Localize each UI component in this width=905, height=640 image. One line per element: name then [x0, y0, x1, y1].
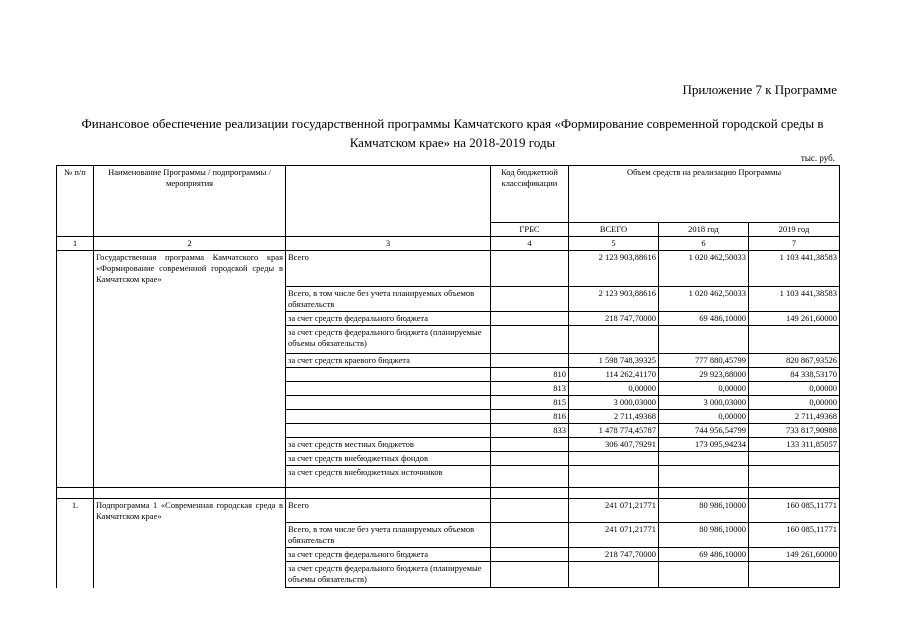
row-name [94, 451, 286, 465]
funding-source: за счет средств внебюджетных фондов [286, 451, 491, 465]
value-2018 [659, 451, 749, 465]
header-2019: 2019 год [749, 223, 840, 237]
table-row [57, 523, 840, 548]
grbs-code: 816 [491, 409, 569, 423]
total-value: 1 478 774,45787 [569, 423, 659, 437]
spacer-cell [286, 487, 491, 498]
value-2019: 160 085,11771 [749, 498, 840, 523]
row-name [94, 437, 286, 451]
row-number [57, 523, 94, 548]
units-label: тыс. руб. [800, 153, 835, 163]
grbs-code [491, 451, 569, 465]
table-row [57, 437, 840, 451]
value-2019: 820 867,93526 [749, 353, 840, 367]
row-number [57, 465, 94, 487]
value-2018: 29 923,88000 [659, 367, 749, 381]
value-2018: 69 486,10000 [659, 548, 749, 562]
spacer-cell [569, 487, 659, 498]
value-2018: 744 956,54799 [659, 423, 749, 437]
col-number: 5 [569, 237, 659, 251]
header-code: Код бюджетной классификации [491, 166, 569, 223]
total-value [569, 325, 659, 353]
table-row [57, 367, 840, 381]
value-2018: 777 880,45799 [659, 353, 749, 367]
funding-source: Всего, в том числе без учета планируемых объемов обязательств [286, 286, 491, 311]
row-name [94, 562, 286, 588]
funding-source [286, 367, 491, 381]
header-source [286, 166, 491, 237]
spacer-cell [659, 487, 749, 498]
row-number [57, 395, 94, 409]
total-value [569, 451, 659, 465]
row-number [57, 451, 94, 465]
header-2018: 2018 год [659, 223, 749, 237]
grbs-code [491, 311, 569, 325]
table-row [57, 548, 840, 562]
grbs-code [491, 548, 569, 562]
grbs-code: 810 [491, 367, 569, 381]
value-2019: 733 817,90988 [749, 423, 840, 437]
row-name [94, 548, 286, 562]
row-name [94, 381, 286, 395]
funding-source: за счет средств федерального бюджета [286, 548, 491, 562]
grbs-code [491, 286, 569, 311]
funding-source: Всего [286, 498, 491, 523]
row-name [94, 523, 286, 548]
col-number: 1 [57, 237, 94, 251]
funding-source: за счет средств федерального бюджета [286, 311, 491, 325]
value-2018 [659, 325, 749, 353]
total-value: 241 071,21771 [569, 523, 659, 548]
row-number [57, 548, 94, 562]
value-2019: 149 261,60000 [749, 548, 840, 562]
table-spacer [57, 487, 840, 498]
document-title: Финансовое обеспечение реализации государственной программы Камчатского края «Формирование современной городской среды в Камчатском крае» на 2018-2019 годы [81, 116, 824, 150]
total-value: 2 711,49368 [569, 409, 659, 423]
table-row [57, 353, 840, 367]
total-value: 0,00000 [569, 381, 659, 395]
row-number: 1. [57, 498, 94, 523]
table-row [57, 286, 840, 311]
value-2019: 0,00000 [749, 395, 840, 409]
row-number [57, 437, 94, 451]
total-value: 2 123 903,88616 [569, 286, 659, 311]
funding-source [286, 395, 491, 409]
row-name: Подпрограмма 1 «Современная городская среда в Камчатском крае» [94, 498, 286, 523]
header-name: Наименование Программы / подпрограммы / мероприятия [94, 166, 286, 237]
value-2018: 80 986,10000 [659, 523, 749, 548]
row-name [94, 423, 286, 437]
header-total: ВСЕГО [569, 223, 659, 237]
grbs-code [491, 498, 569, 523]
row-number [57, 381, 94, 395]
funding-source [286, 423, 491, 437]
value-2019: 160 085,11771 [749, 523, 840, 548]
row-name [94, 286, 286, 311]
total-value [569, 562, 659, 588]
row-number [57, 562, 94, 588]
col-number: 7 [749, 237, 840, 251]
value-2019: 149 261,60000 [749, 311, 840, 325]
header-volume: Объем средств на реализацию Программы [569, 166, 840, 223]
value-2018 [659, 465, 749, 487]
header-num: № п/п [57, 166, 94, 237]
value-2018: 69 486,10000 [659, 311, 749, 325]
total-value: 218 747,70000 [569, 311, 659, 325]
value-2018: 80 986,10000 [659, 498, 749, 523]
value-2019: 1 103 441,38583 [749, 286, 840, 311]
funding-source: за счет средств федерального бюджета (планируемые объемы обязательств) [286, 325, 491, 353]
funding-source [286, 409, 491, 423]
row-number [57, 423, 94, 437]
value-2018: 3 000,03000 [659, 395, 749, 409]
spacer-cell [749, 487, 840, 498]
appendix-label: Приложение 7 к Программе [682, 82, 837, 97]
row-number [57, 286, 94, 311]
funding-source: за счет средств местных бюджетов [286, 437, 491, 451]
row-name [94, 465, 286, 487]
value-2019: 0,00000 [749, 381, 840, 395]
row-name [94, 353, 286, 367]
row-number [57, 367, 94, 381]
funding-source: Всего [286, 251, 491, 287]
table-row [57, 251, 840, 287]
row-number [57, 325, 94, 353]
grbs-code [491, 353, 569, 367]
row-name [94, 409, 286, 423]
table-row [57, 381, 840, 395]
value-2018: 1 020 462,50033 [659, 286, 749, 311]
total-value: 241 071,21771 [569, 498, 659, 523]
row-name [94, 311, 286, 325]
table-row [57, 409, 840, 423]
table-row [57, 562, 840, 588]
table-row [57, 465, 840, 487]
total-value [569, 465, 659, 487]
value-2019 [749, 465, 840, 487]
funding-source: за счет средств краевого бюджета [286, 353, 491, 367]
table-row [57, 395, 840, 409]
total-value: 3 000,03000 [569, 395, 659, 409]
col-number: 6 [659, 237, 749, 251]
row-name [94, 395, 286, 409]
total-value: 218 747,70000 [569, 548, 659, 562]
grbs-code [491, 437, 569, 451]
table-row [57, 451, 840, 465]
value-2019 [749, 562, 840, 588]
table-row [57, 311, 840, 325]
value-2018: 173 095,94234 [659, 437, 749, 451]
col-number: 2 [94, 237, 286, 251]
value-2018 [659, 562, 749, 588]
finance-table [56, 165, 840, 588]
row-name [94, 325, 286, 353]
row-name [94, 367, 286, 381]
funding-source: за счет средств внебюджетных источников [286, 465, 491, 487]
grbs-code [491, 523, 569, 548]
value-2019 [749, 325, 840, 353]
grbs-code [491, 465, 569, 487]
spacer-cell [491, 487, 569, 498]
total-value: 1 598 748,39325 [569, 353, 659, 367]
value-2019: 133 311,85057 [749, 437, 840, 451]
table-row [57, 325, 840, 353]
table-row [57, 498, 840, 523]
spacer-cell [94, 487, 286, 498]
grbs-code [491, 325, 569, 353]
total-value: 114 262,41170 [569, 367, 659, 381]
spacer-cell [57, 487, 94, 498]
row-name: Государственная программа Камчатского края «Формирование современной городской среды в Камчатском крае» [94, 251, 286, 287]
funding-source: Всего, в том числе без учета планируемых объемов обязательств [286, 523, 491, 548]
col-number: 4 [491, 237, 569, 251]
value-2019: 84 338,53170 [749, 367, 840, 381]
value-2018: 0,00000 [659, 409, 749, 423]
header-grbs: ГРБС [491, 223, 569, 237]
table-row [57, 423, 840, 437]
funding-source [286, 381, 491, 395]
value-2019: 2 711,49368 [749, 409, 840, 423]
value-2019 [749, 451, 840, 465]
grbs-code [491, 562, 569, 588]
col-number: 3 [286, 237, 491, 251]
grbs-code [491, 251, 569, 287]
grbs-code: 833 [491, 423, 569, 437]
row-number [57, 311, 94, 325]
total-value: 306 407,79291 [569, 437, 659, 451]
value-2018: 1 020 462,50033 [659, 251, 749, 287]
total-value: 2 123 903,88616 [569, 251, 659, 287]
row-number [57, 251, 94, 287]
grbs-code: 815 [491, 395, 569, 409]
value-2018: 0,00000 [659, 381, 749, 395]
funding-source: за счет средств федерального бюджета (планируемые объемы обязательств) [286, 562, 491, 588]
row-number [57, 409, 94, 423]
value-2019: 1 103 441,38583 [749, 251, 840, 287]
grbs-code: 813 [491, 381, 569, 395]
row-number [57, 353, 94, 367]
